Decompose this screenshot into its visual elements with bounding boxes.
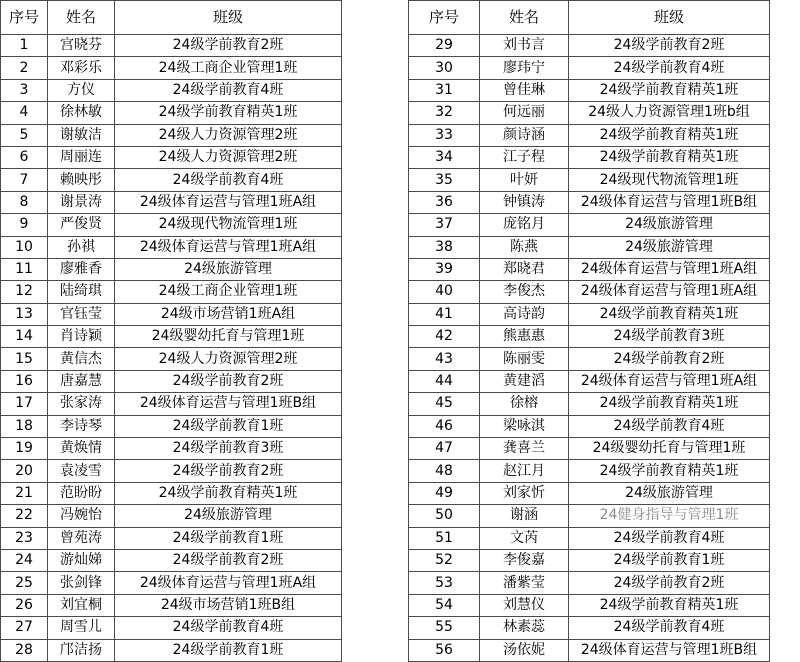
cell-class: 24级人力资源管理2班 (115, 146, 342, 168)
roster-table-right (408, 0, 770, 662)
cell-class: 24级体育运营与管理1班B组 (115, 393, 342, 415)
cell-name: 曾佳琳 (480, 79, 569, 101)
cell-class: 24级学前教育精英1班 (569, 79, 770, 101)
cell-no: 14 (1, 326, 48, 348)
cell-no: 19 (1, 438, 48, 460)
cell-class: 24级婴幼托育与管理1班 (569, 438, 770, 460)
cell-class: 24健身指导与管理1班 (569, 505, 770, 527)
cell-name: 刘书言 (480, 35, 569, 57)
cell-name: 曾苑涛 (48, 527, 115, 549)
cell-no: 43 (409, 348, 480, 370)
header-no: 序号 (1, 1, 48, 35)
cell-name: 谢涵 (480, 505, 569, 527)
cell-class: 24级市场营销1班B组 (115, 594, 342, 616)
cell-class: 24级学前教育精英1班 (569, 460, 770, 482)
table-row (1, 79, 342, 101)
cell-no: 28 (1, 639, 48, 661)
cell-name: 廖雅香 (48, 258, 115, 280)
cell-name: 熊惠惠 (480, 326, 569, 348)
table-row (409, 35, 770, 57)
cell-class: 24级学前教育精英1班 (569, 303, 770, 325)
header-class: 班级 (115, 1, 342, 35)
table-row (1, 460, 342, 482)
cell-no: 46 (409, 415, 480, 437)
cell-name: 徐林敏 (48, 102, 115, 124)
table-row (409, 482, 770, 504)
cell-name: 徐榕 (480, 393, 569, 415)
cell-name: 林素蕊 (480, 617, 569, 639)
cell-class: 24级体育运营与管理1班A组 (115, 191, 342, 213)
cell-name: 肖诗颖 (48, 326, 115, 348)
table-row (1, 124, 342, 146)
cell-name: 庞铭月 (480, 214, 569, 236)
cell-no: 51 (409, 527, 480, 549)
cell-no: 56 (409, 639, 480, 661)
cell-class: 24级学前教育4班 (569, 617, 770, 639)
header-no: 序号 (409, 1, 480, 35)
table-row (409, 527, 770, 549)
cell-class: 24级旅游管理 (569, 236, 770, 258)
cell-no: 27 (1, 617, 48, 639)
cell-class: 24级市场营销1班A组 (115, 303, 342, 325)
cell-no: 36 (409, 191, 480, 213)
cell-class: 24级人力资源管理1班b组 (569, 102, 770, 124)
cell-class: 24级学前教育4班 (115, 169, 342, 191)
table-row (1, 348, 342, 370)
cell-class: 24级旅游管理 (115, 505, 342, 527)
table-row (409, 505, 770, 527)
cell-no: 15 (1, 348, 48, 370)
cell-class: 24级学前教育2班 (115, 35, 342, 57)
roster-table-left (0, 0, 342, 662)
cell-name: 谢景涛 (48, 191, 115, 213)
cell-no: 26 (1, 594, 48, 616)
table-row (409, 572, 770, 594)
cell-no: 34 (409, 146, 480, 168)
cell-no: 30 (409, 57, 480, 79)
table-row (1, 482, 342, 504)
cell-no: 20 (1, 460, 48, 482)
cell-no: 25 (1, 572, 48, 594)
cell-name: 汤依妮 (480, 639, 569, 661)
table-row (409, 191, 770, 213)
cell-no: 12 (1, 281, 48, 303)
table-row (409, 169, 770, 191)
table-row (409, 281, 770, 303)
table-row (1, 326, 342, 348)
table-row (1, 35, 342, 57)
table-row (1, 236, 342, 258)
cell-name: 黄建滔 (480, 370, 569, 392)
cell-name: 叶妍 (480, 169, 569, 191)
cell-name: 郑晓君 (480, 258, 569, 280)
table-row (1, 191, 342, 213)
cell-name: 官钰莹 (48, 303, 115, 325)
cell-no: 55 (409, 617, 480, 639)
table-row (1, 57, 342, 79)
cell-no: 10 (1, 236, 48, 258)
table-row (409, 594, 770, 616)
cell-name: 龚喜兰 (480, 438, 569, 460)
table-row (1, 102, 342, 124)
cell-no: 13 (1, 303, 48, 325)
cell-name: 唐嘉慧 (48, 370, 115, 392)
cell-name: 张家涛 (48, 393, 115, 415)
cell-class: 24级体育运营与管理1班A组 (115, 572, 342, 594)
cell-name: 何远丽 (480, 102, 569, 124)
cell-no: 2 (1, 57, 48, 79)
cell-name: 游灿娣 (48, 549, 115, 571)
cell-no: 54 (409, 594, 480, 616)
cell-name: 邝洁扬 (48, 639, 115, 661)
cell-class: 24级学前教育精英1班 (569, 124, 770, 146)
cell-no: 45 (409, 393, 480, 415)
cell-no: 11 (1, 258, 48, 280)
table-row (1, 393, 342, 415)
cell-no: 18 (1, 415, 48, 437)
header-row (1, 1, 342, 35)
table-row (409, 303, 770, 325)
cell-name: 李俊杰 (480, 281, 569, 303)
cell-name: 廖玮宁 (480, 57, 569, 79)
cell-name: 陈丽雯 (480, 348, 569, 370)
cell-no: 49 (409, 482, 480, 504)
cell-name: 李诗琴 (48, 415, 115, 437)
table-row (1, 505, 342, 527)
cell-name: 梁咏淇 (480, 415, 569, 437)
table-row (409, 236, 770, 258)
cell-class: 24级体育运营与管理1班A组 (569, 370, 770, 392)
table-row (409, 460, 770, 482)
cell-name: 谢敏洁 (48, 124, 115, 146)
table-row (1, 572, 342, 594)
cell-class: 24级学前教育精英1班 (569, 146, 770, 168)
cell-no: 22 (1, 505, 48, 527)
table-row (409, 617, 770, 639)
cell-class: 24级学前教育2班 (115, 370, 342, 392)
cell-class: 24级学前教育2班 (569, 572, 770, 594)
cell-no: 9 (1, 214, 48, 236)
table-row (1, 281, 342, 303)
cell-class: 24级学前教育精英1班 (569, 393, 770, 415)
header-name: 姓名 (48, 1, 115, 35)
cell-class: 24级体育运营与管理1班A组 (569, 281, 770, 303)
cell-class: 24级学前教育3班 (115, 438, 342, 460)
table-row (1, 370, 342, 392)
cell-name: 宫晓芬 (48, 35, 115, 57)
table-row (409, 415, 770, 437)
cell-name: 陆绮琪 (48, 281, 115, 303)
cell-class: 24级现代物流管理1班 (569, 169, 770, 191)
table-row (1, 639, 342, 661)
cell-no: 48 (409, 460, 480, 482)
table-row (409, 124, 770, 146)
cell-no: 8 (1, 191, 48, 213)
cell-no: 35 (409, 169, 480, 191)
cell-name: 冯婉怡 (48, 505, 115, 527)
table-row (409, 146, 770, 168)
cell-no: 33 (409, 124, 480, 146)
cell-class: 24级学前教育1班 (569, 549, 770, 571)
cell-class: 24级学前教育4班 (569, 527, 770, 549)
cell-name: 方仪 (48, 79, 115, 101)
cell-no: 53 (409, 572, 480, 594)
cell-class: 24级人力资源管理2班 (115, 348, 342, 370)
cell-no: 37 (409, 214, 480, 236)
cell-name: 孙祺 (48, 236, 115, 258)
table-row (1, 594, 342, 616)
cell-no: 4 (1, 102, 48, 124)
cell-name: 范盼盼 (48, 482, 115, 504)
header-name: 姓名 (480, 1, 569, 35)
cell-name: 钟镇涛 (480, 191, 569, 213)
cell-no: 31 (409, 79, 480, 101)
header-row (409, 1, 770, 35)
cell-no: 5 (1, 124, 48, 146)
cell-class: 24级体育运营与管理1班A组 (569, 258, 770, 280)
cell-name: 颜诗涵 (480, 124, 569, 146)
cell-no: 16 (1, 370, 48, 392)
cell-name: 周丽连 (48, 146, 115, 168)
cell-class: 24级体育运营与管理1班B组 (569, 639, 770, 661)
cell-class: 24级学前教育4班 (115, 617, 342, 639)
cell-no: 29 (409, 35, 480, 57)
cell-name: 李俊嘉 (480, 549, 569, 571)
table-row (409, 258, 770, 280)
cell-class: 24级学前教育精英1班 (569, 594, 770, 616)
cell-name: 高诗韵 (480, 303, 569, 325)
cell-name: 刘慧仪 (480, 594, 569, 616)
cell-class: 24级学前教育2班 (115, 460, 342, 482)
table-row (1, 214, 342, 236)
cell-no: 32 (409, 102, 480, 124)
cell-name: 刘宜桐 (48, 594, 115, 616)
table-row (1, 258, 342, 280)
table-row (409, 57, 770, 79)
table-row (409, 438, 770, 460)
cell-class: 24级体育运营与管理1班A组 (115, 236, 342, 258)
table-row (1, 549, 342, 571)
cell-class: 24级学前教育1班 (115, 415, 342, 437)
cell-class: 24级学前教育2班 (569, 348, 770, 370)
cell-name: 赵江月 (480, 460, 569, 482)
cell-name: 黄信杰 (48, 348, 115, 370)
cell-no: 52 (409, 549, 480, 571)
cell-no: 41 (409, 303, 480, 325)
table-row (409, 214, 770, 236)
cell-no: 44 (409, 370, 480, 392)
cell-class: 24级婴幼托育与管理1班 (115, 326, 342, 348)
cell-no: 50 (409, 505, 480, 527)
cell-class: 24级学前教育4班 (569, 57, 770, 79)
cell-no: 39 (409, 258, 480, 280)
cell-no: 7 (1, 169, 48, 191)
cell-class: 24级体育运营与管理1班B组 (569, 191, 770, 213)
cell-name: 潘紫莹 (480, 572, 569, 594)
table-row (409, 102, 770, 124)
cell-class: 24级学前教育精英1班 (115, 482, 342, 504)
cell-class: 24级学前教育2班 (569, 35, 770, 57)
cell-no: 21 (1, 482, 48, 504)
cell-no: 3 (1, 79, 48, 101)
cell-class: 24级人力资源管理2班 (115, 124, 342, 146)
cell-no: 40 (409, 281, 480, 303)
table-row (1, 169, 342, 191)
table-row (1, 415, 342, 437)
table-row (409, 393, 770, 415)
cell-name: 文芮 (480, 527, 569, 549)
table-row (409, 79, 770, 101)
cell-class: 24级学前教育精英1班 (115, 102, 342, 124)
cell-class: 24级旅游管理 (569, 214, 770, 236)
table-row (409, 549, 770, 571)
cell-no: 1 (1, 35, 48, 57)
cell-class: 24级旅游管理 (569, 482, 770, 504)
table-row (1, 527, 342, 549)
cell-no: 6 (1, 146, 48, 168)
header-class: 班级 (569, 1, 770, 35)
cell-name: 周雪儿 (48, 617, 115, 639)
cell-no: 42 (409, 326, 480, 348)
table-row (409, 639, 770, 661)
cell-name: 张剑锋 (48, 572, 115, 594)
table-row (1, 303, 342, 325)
cell-class: 24级学前教育3班 (569, 326, 770, 348)
cell-name: 邓彩乐 (48, 57, 115, 79)
cell-class: 24级工商企业管理1班 (115, 57, 342, 79)
cell-class: 24级学前教育2班 (115, 549, 342, 571)
cell-class: 24级学前教育4班 (115, 79, 342, 101)
cell-name: 赖映彤 (48, 169, 115, 191)
cell-name: 严俊贤 (48, 214, 115, 236)
table-row (409, 370, 770, 392)
cell-class: 24级学前教育1班 (115, 527, 342, 549)
cell-class: 24级旅游管理 (115, 258, 342, 280)
cell-class: 24级现代物流管理1班 (115, 214, 342, 236)
table-row (1, 617, 342, 639)
cell-no: 47 (409, 438, 480, 460)
cell-no: 38 (409, 236, 480, 258)
table-row (409, 348, 770, 370)
table-row (1, 438, 342, 460)
cell-no: 17 (1, 393, 48, 415)
cell-name: 江子程 (480, 146, 569, 168)
cell-no: 23 (1, 527, 48, 549)
cell-class: 24级工商企业管理1班 (115, 281, 342, 303)
table-row (1, 146, 342, 168)
cell-no: 24 (1, 549, 48, 571)
cell-name: 陈燕 (480, 236, 569, 258)
cell-name: 刘家忻 (480, 482, 569, 504)
cell-name: 黄焕情 (48, 438, 115, 460)
cell-name: 袁凌雪 (48, 460, 115, 482)
cell-class: 24级学前教育4班 (569, 415, 770, 437)
table-row (409, 326, 770, 348)
cell-class: 24级学前教育1班 (115, 639, 342, 661)
